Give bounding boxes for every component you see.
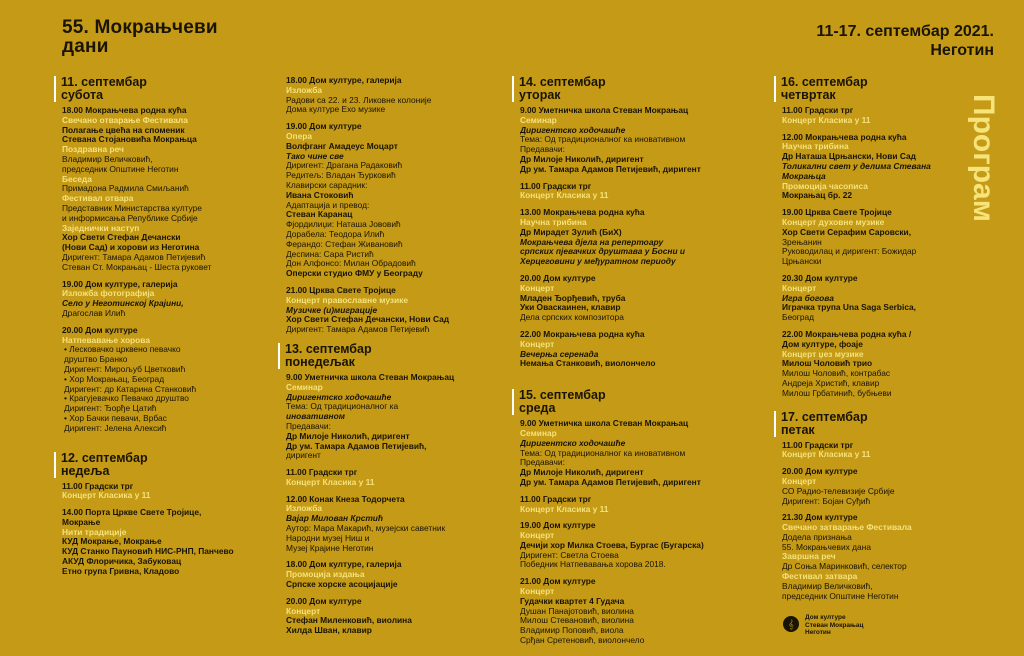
event-detail: и информисања Републике Србије [62, 213, 198, 223]
event-detail: Дела српских композитора [520, 313, 624, 323]
event-detail: Примадона Радмила Смиљанић [62, 184, 189, 194]
event-time-venue: 11.00 Градски трг [286, 468, 358, 478]
event-detail: Народни музеј Ниш и [286, 533, 370, 543]
event-time-venue: Мокрање [62, 517, 101, 527]
event-detail: Младен Ђорђевић, труба [520, 293, 626, 303]
event-time-venue: Дом културе, фоаје [782, 339, 863, 349]
event-entry [62, 280, 267, 319]
event-time-venue: 20.00 Дом културе [62, 325, 138, 335]
event-detail: Др Соња Маринковић, селектор [782, 562, 907, 572]
event-detail: председник Општине Неготин [782, 591, 899, 601]
event-detail: Радови са 22. и 23. Ликовне колоније [286, 95, 432, 105]
event-detail: • Крагујевачко Певачко друштво [64, 394, 189, 404]
event-detail: Тема: Од традиционалног ка иновативном [520, 448, 686, 458]
event-entry [782, 208, 987, 267]
day-name: уторак [519, 88, 561, 102]
event-detail: Победник Натпевавања хорова 2018. [520, 560, 666, 570]
event-detail: Предавачи: [520, 458, 565, 468]
event-detail: Мокрањац бр. 22 [782, 191, 853, 201]
schedule-column-3 [520, 76, 725, 653]
event-detail: Диригент: Ђорђе Цатић [64, 404, 157, 414]
event-detail: Владимир Величковић, [62, 154, 153, 164]
event-category: Концерт Класика у 11 [62, 491, 151, 501]
event-entry [286, 122, 491, 279]
event-category: Фестивал отвара [62, 194, 134, 204]
day-block [782, 76, 987, 399]
event-category: Концерт Класика у 11 [520, 191, 609, 201]
event-entry [782, 467, 987, 506]
event-entry [520, 495, 725, 515]
event-detail: Стефан Миленковић, виолина [286, 616, 412, 626]
event-entry [286, 597, 491, 636]
day-block [286, 76, 491, 335]
event-detail: Предавачи: [286, 421, 331, 431]
event-entry [520, 577, 725, 646]
event-detail: Село у Неготинској Крајини, [62, 299, 184, 309]
event-detail: Музичке (и)миграције [286, 305, 378, 315]
festival-title [62, 18, 218, 56]
day-block [62, 452, 267, 577]
event-detail: Драгослав Илић [62, 308, 126, 318]
event-detail: Стеван Каранац [286, 210, 353, 220]
event-detail: Уки Оваскаинен, клавир [520, 303, 621, 313]
day-heading [512, 389, 725, 415]
event-detail: Владимир Поповић, виола [520, 626, 624, 636]
event-detail: Клавирски сарадник: [286, 180, 368, 190]
event-detail: 55. Мокрањчевих дана [782, 542, 871, 552]
event-detail: Милош Грбатинић, бубњеви [782, 388, 892, 398]
event-time-venue: 18.00 Дом културе, галерија [286, 560, 402, 570]
event-time-venue: 20.00 Дом културе [520, 273, 596, 283]
event-detail: Диригент: Драгана Радаковић [286, 161, 403, 171]
event-entry [782, 106, 987, 126]
event-category: Концерт [520, 339, 555, 349]
event-detail: Дома културе Ехо музике [286, 105, 386, 115]
day-date: 17. септембар [781, 409, 868, 424]
event-time-venue: 19.00 Дом културе, галерија [62, 279, 178, 289]
day-name: недеља [61, 463, 110, 478]
event-detail: диригент [286, 451, 321, 461]
event-time-venue: 18.00 Дом културе, галерија [286, 76, 402, 85]
event-detail: Диригент: др Катарина Станковић [64, 384, 197, 394]
day-date: 12. септембар [61, 450, 148, 465]
event-category: Заједнички наступ [62, 223, 140, 233]
event-detail: Стевана Стојановића Мокрањца [62, 135, 197, 145]
event-time-venue: 11.00 Градски трг [62, 481, 134, 491]
event-entry [62, 326, 267, 434]
event-time-venue: 11.00 Градски трг [782, 440, 854, 450]
event-detail: српских пјевачких друштава у Босни и [520, 247, 686, 257]
event-detail: Српске хорске асоцијације [286, 580, 398, 590]
event-entry [62, 482, 267, 502]
event-detail: Херцеговини у међуратном периоду [520, 257, 676, 267]
event-entry [782, 513, 987, 601]
event-time-venue: 12.00 Конак Кнеза Тодорчета [286, 494, 405, 504]
event-entry [520, 521, 725, 570]
event-detail: Вечерња серенада [520, 349, 599, 359]
event-detail: Милош Чоловић трио [782, 359, 873, 369]
event-detail: Срђан Сретеновић, виолончело [520, 636, 645, 646]
day-block [782, 411, 987, 602]
day-heading [774, 411, 987, 437]
event-time-venue: 20.00 Дом културе [782, 467, 858, 477]
event-detail: Диригент: Светла Стоева [520, 550, 619, 560]
event-entry [286, 468, 491, 488]
event-detail: Полагање цвећа на споменик [62, 125, 185, 135]
event-entry [286, 76, 491, 115]
day-block [286, 343, 491, 636]
event-detail: Др Мирадет Зулић (БиХ) [520, 227, 622, 237]
day-heading [54, 452, 267, 478]
date-line: 11-17. септембар 2021. [816, 23, 994, 40]
event-detail: АКУД Флоричика, Забуковац [62, 557, 182, 567]
event-category: Семинар [286, 382, 323, 392]
event-detail: друштво Бранко [64, 355, 128, 365]
event-category: Концерт [782, 476, 817, 486]
event-time-venue: 19.00 Дом културе [520, 521, 596, 531]
event-category: Концерт Класика у 11 [782, 450, 871, 460]
event-entry [520, 208, 725, 267]
event-category: Натпевавање хорова [62, 335, 150, 345]
event-detail: Аутор: Мара Макарић, музејски саветник [286, 524, 446, 534]
event-category: Концерт православне музике [286, 295, 409, 305]
event-time-venue: 13.00 Мокрањчева родна кућа [520, 208, 645, 218]
event-detail: Др Милоје Николић, диригент [520, 154, 644, 164]
festival-dates [816, 22, 994, 60]
day-block [62, 76, 267, 434]
event-category: Концерт Класика у 11 [782, 115, 871, 125]
event-time-venue: 18.00 Мокрањчева родна кућа [62, 106, 187, 115]
event-detail: Др ум. Тамара Адамов Петијевић, [286, 441, 427, 451]
logo-line-3: Неготин [805, 629, 831, 636]
event-detail: Редитељ: Владан Ђурковић [286, 171, 396, 181]
event-time-venue: 9.00 Уметничка школа Стеван Мокрањац [520, 419, 689, 429]
event-category: Концерт [782, 283, 817, 293]
event-entry [782, 133, 987, 202]
event-detail: Хилда Шван, клавир [286, 626, 372, 636]
event-detail: Хор Свети Серафим Саровски, [782, 227, 912, 237]
day-date: 14. септембар [519, 75, 606, 89]
event-entry [520, 330, 725, 369]
event-detail: • Хор Бачки певачи, Врбас [64, 413, 167, 423]
event-detail: Диригентско ходочашће [520, 125, 626, 135]
event-detail: Волфганг Амадеус Моцарт [286, 141, 398, 151]
event-category: Изложба [286, 504, 323, 514]
event-detail: Предавачи: [520, 145, 565, 155]
event-detail: Играчка трупа Una Saga Serbica, [782, 303, 916, 313]
event-detail: (Нови Сад) и хорови из Неготина [62, 243, 200, 253]
event-category: Фестивал затвара [782, 572, 858, 582]
event-category: Завршна реч [782, 552, 836, 562]
event-category: Концерт [520, 283, 555, 293]
event-time-venue: 9.00 Уметничка школа Стеван Мокрањац [520, 106, 689, 115]
event-detail: Дорабела: Теодора Илић [286, 229, 385, 239]
event-entry [782, 441, 987, 461]
event-category: Концерт [520, 587, 555, 597]
event-entry [286, 373, 491, 461]
event-detail: Др Милоје Николић, диригент [520, 468, 644, 478]
event-detail: Тема: Од традиционалног ка [286, 402, 399, 412]
event-detail: Стеван Ст. Мокрањац - Шеста руковет [62, 262, 212, 272]
event-detail: СО Радио-телевизије Србије [782, 486, 895, 496]
event-detail: Диригент: Тамара Адамов Петијевић [286, 325, 430, 335]
event-detail: Дечији хор Милка Стоева, Бургас (Бугарска) [520, 540, 704, 550]
event-detail: Диригент: Тамара Адамов Петијевић [62, 252, 206, 262]
event-detail: Београд [782, 313, 815, 323]
event-detail: Етно група Гривна, Кладово [62, 566, 180, 576]
event-detail: Вајар Милован Крстић [286, 514, 384, 524]
event-detail: Диригент: Јелена Алексић [64, 423, 167, 433]
event-category: Нити традиције [62, 527, 127, 537]
event-time-venue: 19.00 Црква Свете Тројице [782, 208, 892, 218]
event-entry [520, 106, 725, 175]
event-entry [286, 560, 491, 589]
event-detail: Дон Алфонсо: Милан Обрадовић [286, 259, 416, 269]
event-detail: Додела признања [782, 532, 852, 542]
event-detail: • Хор Мокрањац, Београд [64, 374, 165, 384]
event-detail: Зрењанин [782, 237, 822, 247]
event-entry [782, 330, 987, 399]
treble-clef-icon: 𝄞 [783, 616, 799, 632]
event-time-venue: 14.00 Порта Цркве Свете Тројице, [62, 508, 202, 518]
city-line: Неготин [930, 42, 994, 59]
event-category: Семинар [520, 428, 557, 438]
day-date: 11. септембар [61, 75, 147, 89]
event-detail: Представник Министарства културе [62, 203, 202, 213]
event-entry [520, 274, 725, 323]
event-category: Концерт Класика у 11 [520, 504, 609, 514]
event-entry [520, 419, 725, 488]
event-detail: Тема: Од традиционалног ка иновативном [520, 135, 686, 145]
event-category: Свечано отварање Фестивала [62, 115, 188, 125]
event-time-venue: 9.00 Уметничка школа Стеван Мокрањац [286, 372, 455, 382]
event-entry [286, 286, 491, 335]
day-block [520, 389, 725, 646]
event-detail: Деспина: Сара Ристић [286, 249, 374, 259]
schedule-column-2 [286, 76, 491, 643]
event-detail: Андреја Христић, клавир [782, 378, 880, 388]
event-detail: Музеј Крајине Неготин [286, 543, 374, 553]
event-detail: Фјордилиџи: Наташа Јововић [286, 220, 401, 230]
event-detail: Немања Станковић, виолончело [520, 359, 656, 369]
event-detail: иновативном [286, 412, 345, 422]
event-detail: Владимир Величковић, [782, 581, 873, 591]
day-date: 15. септембар [519, 388, 606, 403]
event-detail: председник Општине Неготин [62, 164, 179, 174]
day-name: среда [519, 401, 556, 416]
event-category: Свечано затварање Фестивала [782, 523, 912, 533]
event-time-venue: 21.30 Дом културе [782, 513, 858, 523]
event-detail: Диригентско ходочашће [286, 392, 392, 402]
title-line-1: 55. Мокрањчеви [62, 17, 218, 38]
event-detail: Оперски студио ФМУ у Београду [286, 269, 423, 279]
day-heading [54, 76, 267, 102]
event-detail: Др Милоје Николић, диригент [286, 431, 410, 441]
event-category: Научна трибина [782, 142, 849, 152]
event-detail: • Лесковачко црквено певачко [64, 345, 181, 355]
event-time-venue: 11.00 Градски трг [782, 106, 854, 115]
event-detail: Милош Стевановић, виолина [520, 616, 634, 626]
event-detail: Црњански [782, 257, 822, 267]
event-detail: Диригент: Бојан Суђић [782, 496, 871, 506]
event-time-venue: 20.00 Дом културе [286, 596, 362, 606]
event-detail: Ивана Стоковић [286, 190, 354, 200]
event-detail: Адаптација и превод: [286, 200, 370, 210]
event-entry [782, 274, 987, 323]
event-time-venue: 11.00 Градски трг [520, 494, 592, 504]
logo-line-2: Стеван Мокрањац [805, 621, 864, 629]
event-detail: Душан Панајотовић, виолина [520, 606, 634, 616]
day-heading [774, 76, 987, 102]
event-detail: Др Наташа Црњански, Нови Сад [782, 152, 916, 162]
event-category: Концерт [520, 531, 555, 541]
dom-kulture-logo [783, 614, 943, 644]
event-detail: Игра богова [782, 293, 834, 303]
day-name: четвртак [781, 88, 836, 102]
event-category: Научна трибина [520, 217, 587, 227]
day-date: 13. септембар [285, 341, 372, 356]
event-detail: Хор Свети Стефан Дечански, Нови Сад [286, 315, 450, 325]
event-category: Концерт џез музике [782, 349, 864, 359]
event-detail: Др ум. Тамара Адамов Петијевић, диригент [520, 477, 701, 487]
schedule-column-4 [782, 76, 987, 608]
title-line-2: дани [62, 36, 109, 57]
event-time-venue: 12.00 Мокрањчева родна кућа [782, 132, 907, 142]
event-detail: Мокрањчева дјела на репертоару [520, 237, 664, 247]
event-time-venue: 21.00 Црква Свете Тројице [286, 285, 396, 295]
event-detail: Мокрањца [782, 171, 826, 181]
event-entry [62, 106, 267, 273]
event-time-venue: 21.00 Дом културе [520, 577, 596, 587]
event-time-venue: 19.00 Дом културе [286, 122, 362, 132]
event-time-venue: 22.00 Мокрањчева родна кућа / [782, 329, 912, 339]
event-detail: Толикални свет у делима Стевана [782, 161, 931, 171]
event-time-venue: 20.30 Дом културе [782, 273, 858, 283]
event-detail: КУД Мокрање, Мокрање [62, 537, 162, 547]
event-entry [62, 508, 267, 577]
day-date: 16. септембар [781, 75, 868, 89]
day-heading [278, 343, 491, 369]
event-detail: Милош Чоловић, контрабас [782, 369, 891, 379]
event-time-venue: 11.00 Градски трг [520, 181, 592, 191]
event-detail: КУД Станко Пауновић НИС-РНП, Панчево [62, 547, 234, 557]
event-category: Поздравна реч [62, 145, 124, 155]
event-detail: Гудачки квартет 4 Гудача [520, 596, 625, 606]
event-detail: Др ум. Тамара Адамов Петијевић, диригент [520, 164, 701, 174]
event-category: Беседа [62, 174, 92, 184]
logo-line-1: Дом културе [805, 614, 846, 621]
event-entry [286, 495, 491, 554]
event-detail: Руководилац и диригент: Божидар [782, 247, 917, 257]
event-category: Промоција издања [286, 570, 365, 580]
event-category: Концерт [286, 606, 321, 616]
day-name: петак [781, 422, 815, 437]
day-name: субота [61, 88, 104, 102]
event-time-venue: 22.00 Мокрањчева родна кућа [520, 329, 645, 339]
event-entry [520, 182, 725, 202]
event-detail: Диригент: Мирољуб Цветковић [64, 364, 186, 374]
day-heading [512, 76, 725, 102]
event-detail: Диригентско ходочашће [520, 438, 626, 448]
program-title-text: Програм [967, 94, 1000, 222]
event-category: Опера [286, 131, 313, 141]
event-category: Изложба [286, 85, 323, 95]
event-detail: Тако чине све [286, 151, 344, 161]
event-category: Концерт духовне музике [782, 217, 885, 227]
event-detail: Хор Свети Стефан Дечански [62, 233, 181, 243]
schedule-column-1 [62, 76, 267, 584]
event-category: Промоција часописа [782, 181, 868, 191]
day-block [520, 76, 725, 369]
event-category: Концерт Класика у 11 [286, 477, 375, 487]
day-name: понедељак [285, 354, 355, 369]
event-category: Изложба фотографија [62, 289, 155, 299]
event-detail: Ферандо: Стефан Живановић [286, 239, 403, 249]
event-category: Семинар [520, 115, 557, 125]
